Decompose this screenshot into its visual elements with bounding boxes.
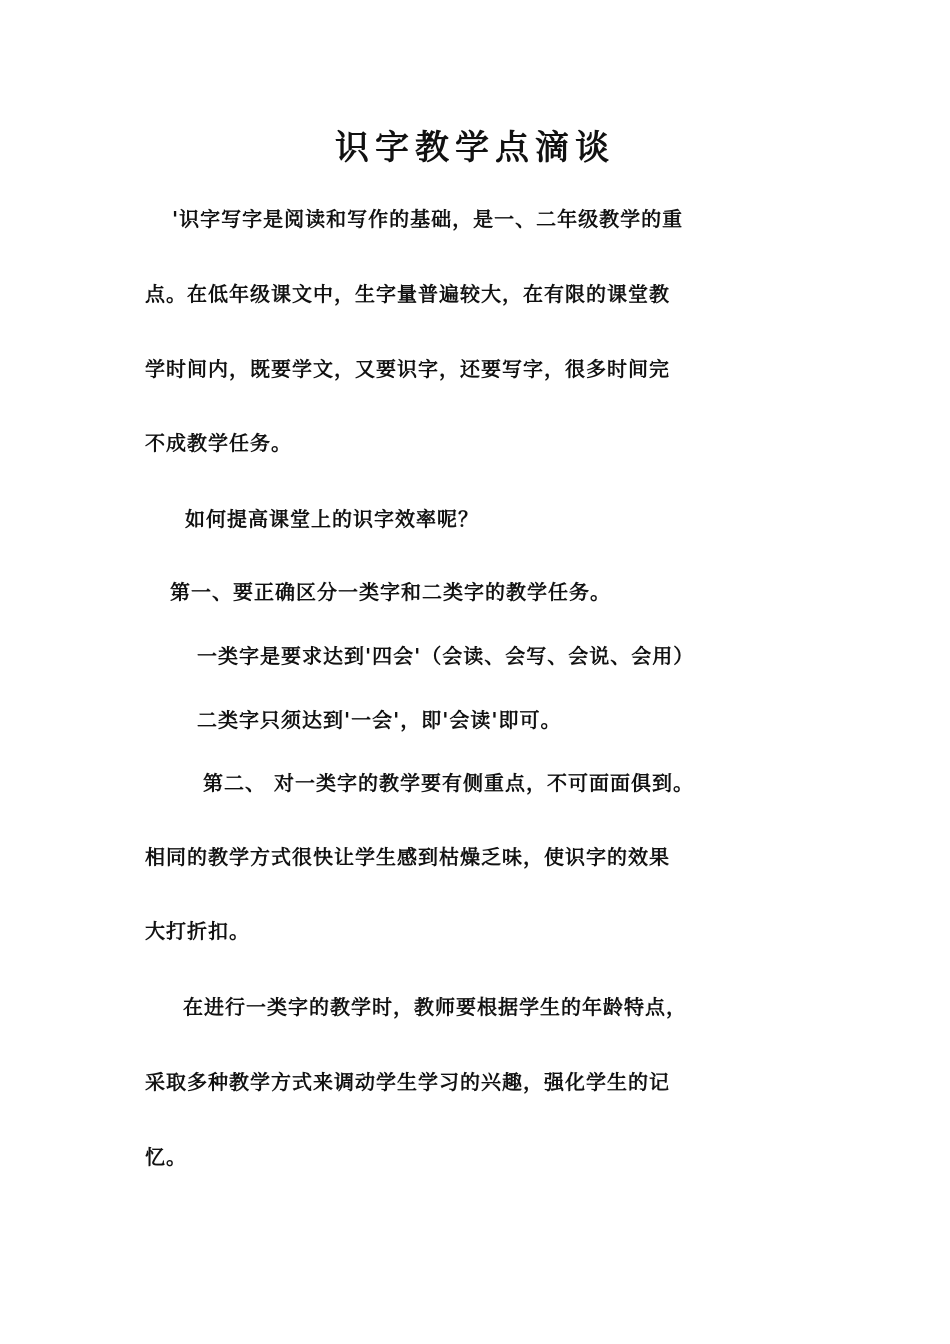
paragraph-1-line-2: 点。在低年级课文中，生字量普遍较大，在有限的课堂教 <box>145 282 670 306</box>
point-two-line-2: 相同的教学方式很快让学生感到枯燥乏味，使识字的效果 <box>145 845 670 869</box>
paragraph-1-line-3: 学时间内，既要学文，又要识字，还要写字，很多时间完 <box>145 357 670 381</box>
question-line: 如何提高课堂上的识字效率呢？ <box>185 507 479 531</box>
point-two-line-3: 大打折扣。 <box>145 919 250 943</box>
point-one-detail-2: 二类字只须达到'一会'，即'会读'即可。 <box>197 708 562 732</box>
paragraph-1-line-4: 不成教学任务。 <box>145 431 292 455</box>
point-two-heading: 第二、 对一类字的教学要有侧重点，不可面面俱到。 <box>203 771 694 795</box>
paragraph-final-line-3: 忆。 <box>145 1145 187 1169</box>
point-one-detail-1: 一类字是要求达到'四会'（会读、会写、会说、会用） <box>197 644 695 668</box>
paragraph-1-line-1: '识字写字是阅读和写作的基础，是一、二年级教学的重 <box>172 207 684 231</box>
point-one-heading: 第一、要正确区分一类字和二类字的教学任务。 <box>170 580 611 604</box>
paragraph-final-line-2: 采取多种教学方式来调动学生学习的兴趣，强化学生的记 <box>145 1070 670 1094</box>
paragraph-final-line-1: 在进行一类字的教学时，教师要根据学生的年龄特点， <box>183 995 687 1019</box>
document-title: 识字教学点滴谈 <box>335 128 615 168</box>
